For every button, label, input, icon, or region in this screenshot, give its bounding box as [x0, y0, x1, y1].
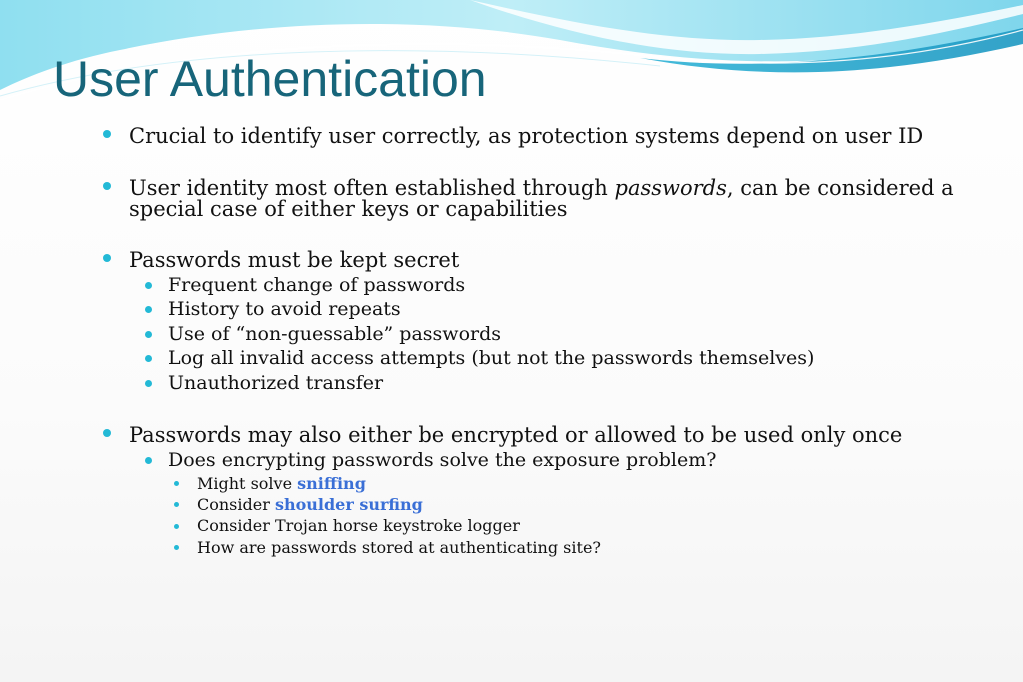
- sub-bullet-icon: [145, 282, 152, 289]
- sub-bullet-icon: [145, 306, 152, 313]
- bullet-2-continuation: special case of either keys or capabilities: [129, 197, 568, 221]
- bullet-icon: [103, 254, 111, 262]
- subsub-bullet: How are passwords stored at authenticating site?: [197, 538, 601, 557]
- sub-bullet: Unauthorized transfer: [168, 372, 384, 394]
- sub-bullet: Does encrypting passwords solve the exposure problem?: [168, 449, 717, 471]
- sub-bullet-icon: [145, 380, 152, 387]
- sub-bullet: History to avoid repeats: [168, 298, 401, 320]
- sub-bullet-icon: [145, 355, 152, 362]
- sub-bullet: Log all invalid access attempts (but not the passwords themselves): [168, 347, 815, 369]
- subsub-bullet: [197, 494, 423, 515]
- sub-bullet-icon: [145, 457, 152, 464]
- bullet-4: Passwords may also either be encrypted or allowed to be used only once: [129, 423, 903, 447]
- bullet-icon: [103, 429, 111, 437]
- shoulder-surfing-highlight: shoulder surfing: [274, 495, 423, 514]
- bullet-2: [129, 177, 954, 199]
- bullet-2-text-before: User identity most often established through: [129, 176, 615, 200]
- sub-bullet: Use of “non-guessable” passwords: [168, 323, 502, 345]
- sniffing-highlight: sniffing: [297, 474, 366, 493]
- bullet-icon: [103, 182, 111, 190]
- bullet-3: Passwords must be kept secret: [129, 248, 460, 272]
- slide-title: User Authentication: [53, 51, 487, 107]
- subsub-bullet: Consider Trojan horse keystroke logger: [197, 516, 520, 535]
- bullet-2-text-after: , can be considered a: [726, 176, 954, 200]
- subsub-bullet-prefix: Might solve: [197, 474, 298, 493]
- sub-bullet: Frequent change of passwords: [168, 274, 466, 296]
- subsub-bullet-icon: [174, 524, 179, 529]
- subsub-bullet-icon: [174, 545, 179, 550]
- subsub-bullet: [197, 473, 366, 494]
- sub-bullet-icon: [145, 331, 152, 338]
- bullet-1: Crucial to identify user correctly, as protection systems depend on user ID: [129, 124, 924, 148]
- subsub-bullet-prefix: Consider: [197, 495, 275, 514]
- bullet-icon: [103, 130, 111, 138]
- subsub-bullet-icon: [174, 502, 179, 507]
- bullet-2-emphasis: passwords: [614, 176, 727, 200]
- subsub-bullet-icon: [174, 481, 179, 486]
